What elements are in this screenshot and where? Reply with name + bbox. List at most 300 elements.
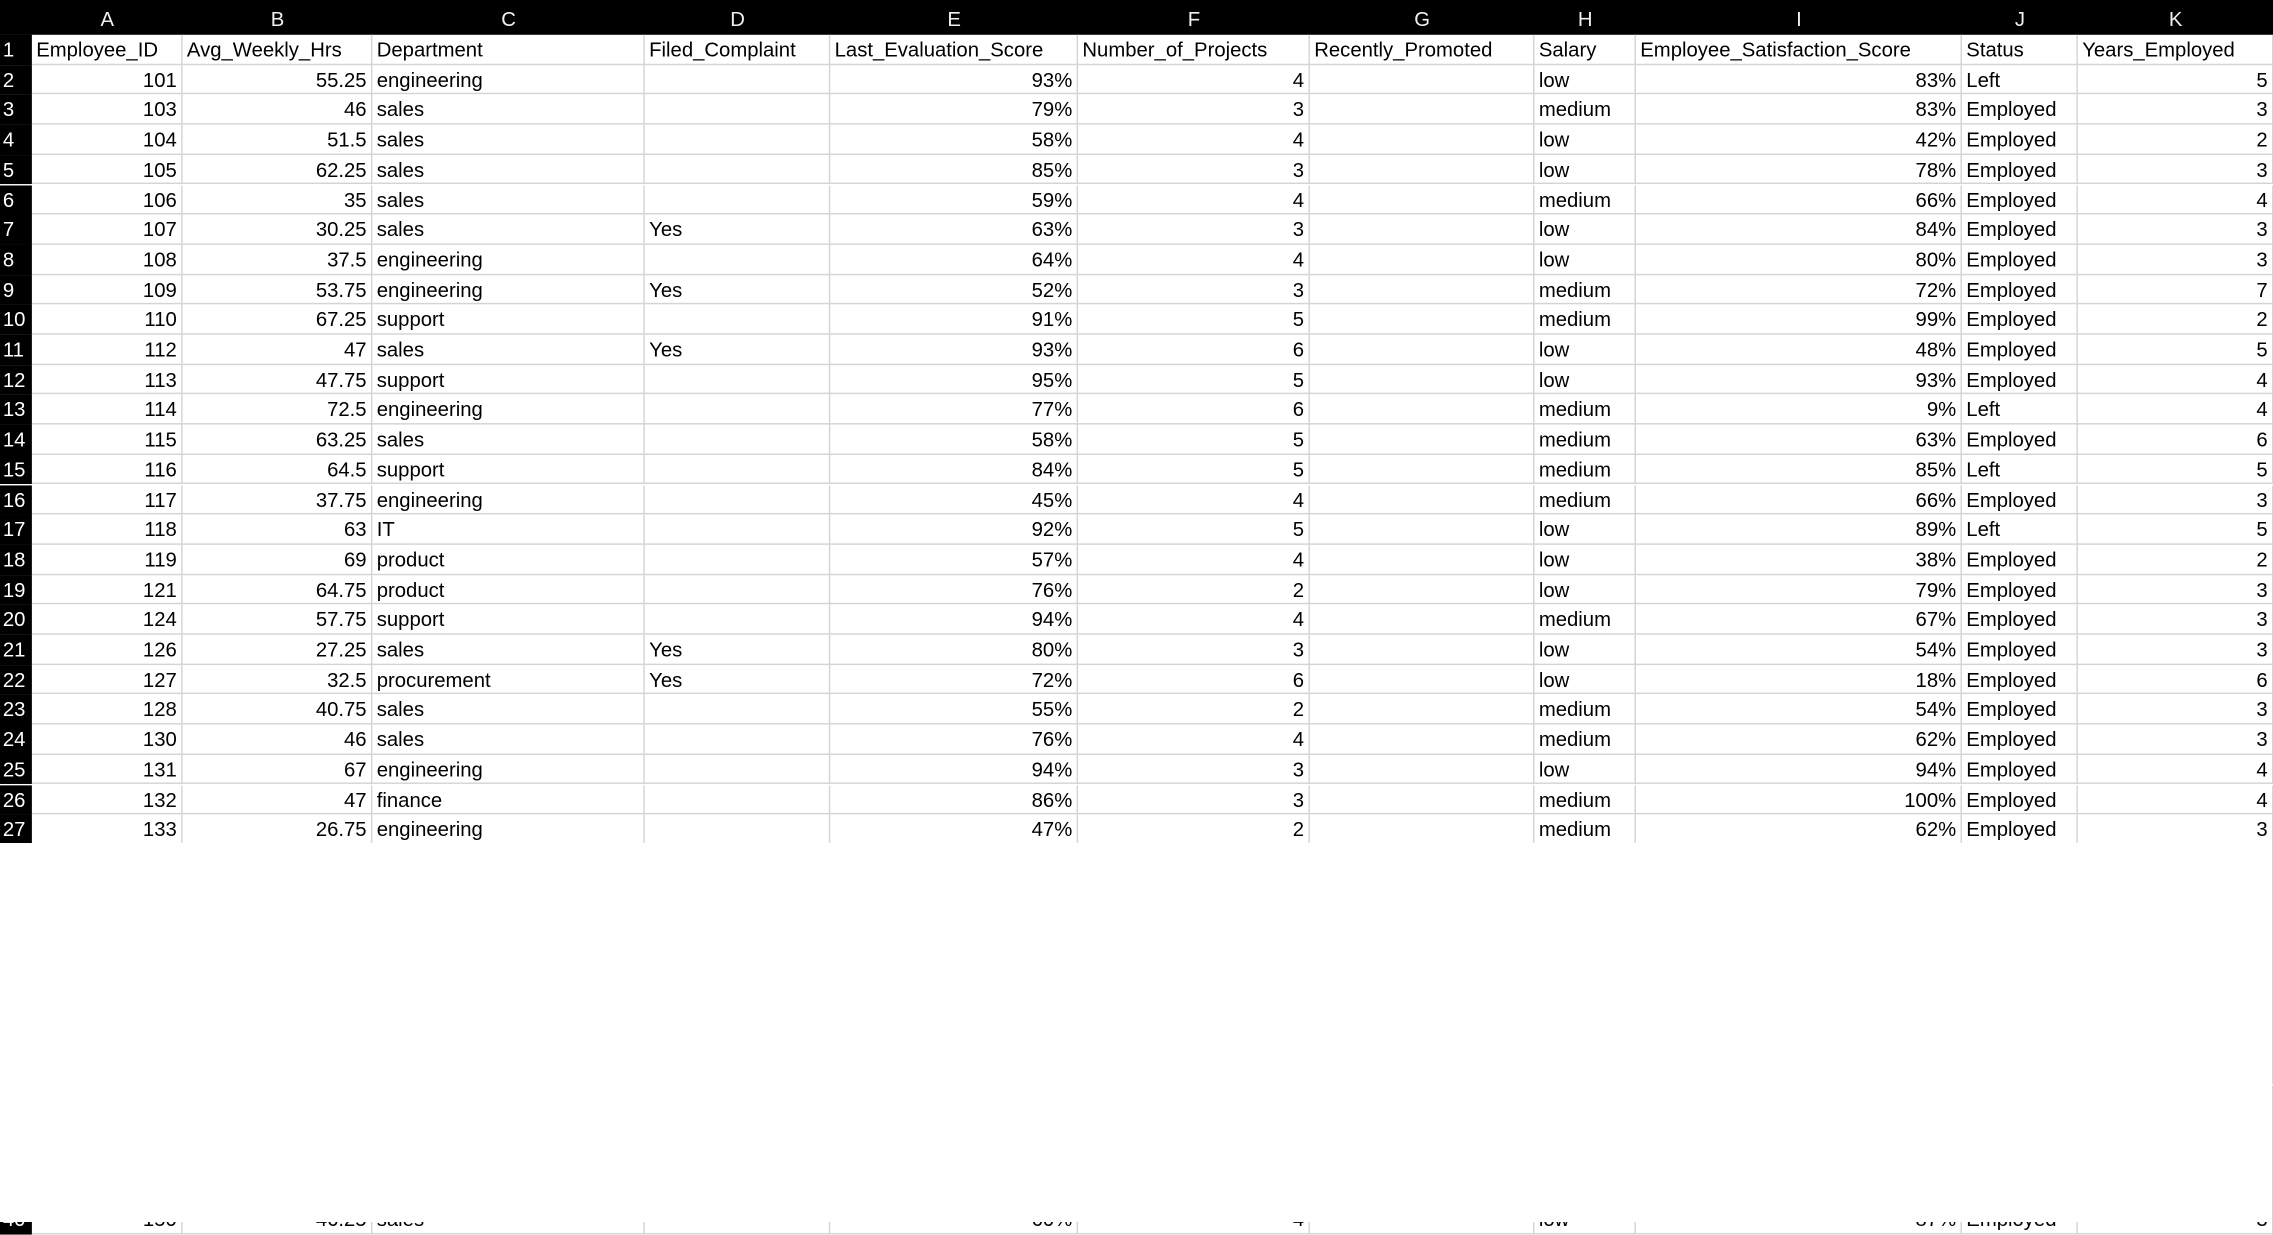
row-header[interactable]: 24 bbox=[0, 725, 32, 755]
cell-f15[interactable]: 5 bbox=[1078, 455, 1310, 485]
cell-i14[interactable]: 63% bbox=[1636, 425, 1962, 455]
cell-g3[interactable] bbox=[1310, 95, 1535, 125]
cell-b20[interactable]: 57.75 bbox=[183, 605, 373, 635]
row-header[interactable]: 6 bbox=[0, 185, 32, 215]
cell-d24[interactable] bbox=[645, 725, 830, 755]
cell-e19[interactable]: 76% bbox=[830, 575, 1078, 605]
cell-k7[interactable]: 3 bbox=[2078, 215, 2273, 245]
cell-b12[interactable]: 47.75 bbox=[183, 365, 373, 395]
cell-d10[interactable] bbox=[645, 305, 830, 335]
row-header[interactable]: 18 bbox=[0, 545, 32, 575]
cell-g9[interactable] bbox=[1310, 275, 1535, 305]
cell-g25[interactable] bbox=[1310, 755, 1535, 785]
cell-a24[interactable]: 130 bbox=[32, 725, 183, 755]
cell-k20[interactable]: 3 bbox=[2078, 605, 2273, 635]
cell-d19[interactable] bbox=[645, 575, 830, 605]
cell-b26[interactable]: 47 bbox=[183, 785, 373, 815]
column-header-b[interactable]: B bbox=[270, 7, 285, 31]
cell-d12[interactable] bbox=[645, 365, 830, 395]
cell-j26[interactable]: Employed bbox=[1962, 785, 2078, 815]
row-header[interactable]: 17 bbox=[0, 515, 32, 545]
cell-g5[interactable] bbox=[1310, 155, 1535, 185]
cell-j24[interactable]: Employed bbox=[1962, 725, 2078, 755]
cell-b1[interactable]: Avg_Weekly_Hrs bbox=[183, 35, 373, 65]
cell-e8[interactable]: 64% bbox=[830, 245, 1078, 275]
cell-j5[interactable]: Employed bbox=[1962, 155, 2078, 185]
cell-c3[interactable]: sales bbox=[372, 95, 644, 125]
cell-f11[interactable]: 6 bbox=[1078, 335, 1310, 365]
cell-f21[interactable]: 3 bbox=[1078, 635, 1310, 665]
cell-j9[interactable]: Employed bbox=[1962, 275, 2078, 305]
cell-i2[interactable]: 83% bbox=[1636, 65, 1962, 95]
column-header-d[interactable]: D bbox=[730, 7, 745, 31]
cell-e2[interactable]: 93% bbox=[830, 65, 1078, 95]
cell-h25[interactable]: low bbox=[1534, 755, 1635, 785]
cell-g24[interactable] bbox=[1310, 725, 1535, 755]
cell-b4[interactable]: 51.5 bbox=[183, 125, 373, 155]
row-header[interactable]: 5 bbox=[0, 155, 32, 185]
column-header-e[interactable]: E bbox=[947, 7, 961, 31]
cell-i11[interactable]: 48% bbox=[1636, 335, 1962, 365]
cell-a18[interactable]: 119 bbox=[32, 545, 183, 575]
row-header[interactable]: 7 bbox=[0, 215, 32, 245]
cell-g18[interactable] bbox=[1310, 545, 1535, 575]
cell-a22[interactable]: 127 bbox=[32, 665, 183, 695]
cell-h17[interactable]: low bbox=[1534, 515, 1635, 545]
cell-e26[interactable]: 86% bbox=[830, 785, 1078, 815]
cell-d6[interactable] bbox=[645, 185, 830, 215]
cell-g23[interactable] bbox=[1310, 695, 1535, 725]
cell-g1[interactable]: Recently_Promoted bbox=[1310, 35, 1535, 65]
cell-j15[interactable]: Left bbox=[1962, 455, 2078, 485]
cell-a26[interactable]: 132 bbox=[32, 785, 183, 815]
cell-b5[interactable]: 62.25 bbox=[183, 155, 373, 185]
cell-f17[interactable]: 5 bbox=[1078, 515, 1310, 545]
cell-h3[interactable]: medium bbox=[1534, 95, 1635, 125]
cell-d27[interactable] bbox=[645, 815, 830, 845]
cell-b18[interactable]: 69 bbox=[183, 545, 373, 575]
cell-h11[interactable]: low bbox=[1534, 335, 1635, 365]
cell-k1[interactable]: Years_Employed bbox=[2078, 35, 2273, 65]
cell-a4[interactable]: 104 bbox=[32, 125, 183, 155]
cell-h18[interactable]: low bbox=[1534, 545, 1635, 575]
cell-b15[interactable]: 64.5 bbox=[183, 455, 373, 485]
cell-e13[interactable]: 77% bbox=[830, 395, 1078, 425]
cell-d5[interactable] bbox=[645, 155, 830, 185]
cell-h8[interactable]: low bbox=[1534, 245, 1635, 275]
cell-f22[interactable]: 6 bbox=[1078, 665, 1310, 695]
cell-e14[interactable]: 58% bbox=[830, 425, 1078, 455]
cell-h20[interactable]: medium bbox=[1534, 605, 1635, 635]
column-header-k[interactable]: K bbox=[2168, 7, 2183, 31]
row-header[interactable]: 2 bbox=[0, 65, 32, 95]
cell-j13[interactable]: Left bbox=[1962, 395, 2078, 425]
cell-d9[interactable]: Yes bbox=[645, 275, 830, 305]
row-header[interactable]: 3 bbox=[0, 95, 32, 125]
cell-f27[interactable]: 2 bbox=[1078, 815, 1310, 845]
cell-c22[interactable]: procurement bbox=[372, 665, 644, 695]
cell-k11[interactable]: 5 bbox=[2078, 335, 2273, 365]
cell-f16[interactable]: 4 bbox=[1078, 485, 1310, 515]
cell-i18[interactable]: 38% bbox=[1636, 545, 1962, 575]
cell-e27[interactable]: 47% bbox=[830, 815, 1078, 845]
cell-c27[interactable]: engineering bbox=[372, 815, 644, 845]
cell-k10[interactable]: 2 bbox=[2078, 305, 2273, 335]
cell-k21[interactable]: 3 bbox=[2078, 635, 2273, 665]
cell-i24[interactable]: 62% bbox=[1636, 725, 1962, 755]
cell-b10[interactable]: 67.25 bbox=[183, 305, 373, 335]
cell-f13[interactable]: 6 bbox=[1078, 395, 1310, 425]
cell-a17[interactable]: 118 bbox=[32, 515, 183, 545]
cell-k4[interactable]: 2 bbox=[2078, 125, 2273, 155]
column-header-i[interactable]: I bbox=[1796, 7, 1802, 31]
cell-f2[interactable]: 4 bbox=[1078, 65, 1310, 95]
cell-h5[interactable]: low bbox=[1534, 155, 1635, 185]
cell-d25[interactable] bbox=[645, 755, 830, 785]
cell-d23[interactable] bbox=[645, 695, 830, 725]
cell-e6[interactable]: 59% bbox=[830, 185, 1078, 215]
cell-c20[interactable]: support bbox=[372, 605, 644, 635]
cell-i4[interactable]: 42% bbox=[1636, 125, 1962, 155]
cell-j20[interactable]: Employed bbox=[1962, 605, 2078, 635]
cell-e12[interactable]: 95% bbox=[830, 365, 1078, 395]
cell-a9[interactable]: 109 bbox=[32, 275, 183, 305]
row-header[interactable]: 4 bbox=[0, 125, 32, 155]
cell-k26[interactable]: 4 bbox=[2078, 785, 2273, 815]
cell-h27[interactable]: medium bbox=[1534, 815, 1635, 845]
cell-i23[interactable]: 54% bbox=[1636, 695, 1962, 725]
cell-h1[interactable]: Salary bbox=[1534, 35, 1635, 65]
cell-h6[interactable]: medium bbox=[1534, 185, 1635, 215]
cell-h24[interactable]: medium bbox=[1534, 725, 1635, 755]
cell-b6[interactable]: 35 bbox=[183, 185, 373, 215]
cell-j18[interactable]: Employed bbox=[1962, 545, 2078, 575]
cell-a6[interactable]: 106 bbox=[32, 185, 183, 215]
cell-g11[interactable] bbox=[1310, 335, 1535, 365]
cell-k16[interactable]: 3 bbox=[2078, 485, 2273, 515]
cell-a23[interactable]: 128 bbox=[32, 695, 183, 725]
column-header-c[interactable]: C bbox=[501, 7, 516, 31]
row-header[interactable]: 25 bbox=[0, 755, 32, 785]
cell-k14[interactable]: 6 bbox=[2078, 425, 2273, 455]
cell-e17[interactable]: 92% bbox=[830, 515, 1078, 545]
cell-d15[interactable] bbox=[645, 455, 830, 485]
cell-g7[interactable] bbox=[1310, 215, 1535, 245]
cell-g21[interactable] bbox=[1310, 635, 1535, 665]
cell-a11[interactable]: 112 bbox=[32, 335, 183, 365]
row-header[interactable]: 23 bbox=[0, 695, 32, 725]
cell-a15[interactable]: 116 bbox=[32, 455, 183, 485]
cell-c2[interactable]: engineering bbox=[372, 65, 644, 95]
cell-k18[interactable]: 2 bbox=[2078, 545, 2273, 575]
cell-i6[interactable]: 66% bbox=[1636, 185, 1962, 215]
cell-k15[interactable]: 5 bbox=[2078, 455, 2273, 485]
cell-d26[interactable] bbox=[645, 785, 830, 815]
column-header-j[interactable]: J bbox=[2014, 7, 2025, 31]
cell-a21[interactable]: 126 bbox=[32, 635, 183, 665]
cell-c6[interactable]: sales bbox=[372, 185, 644, 215]
cell-c25[interactable]: engineering bbox=[372, 755, 644, 785]
cell-d8[interactable] bbox=[645, 245, 830, 275]
cell-j27[interactable]: Employed bbox=[1962, 815, 2078, 845]
cell-j19[interactable]: Employed bbox=[1962, 575, 2078, 605]
cell-e3[interactable]: 79% bbox=[830, 95, 1078, 125]
cell-a8[interactable]: 108 bbox=[32, 245, 183, 275]
cell-f18[interactable]: 4 bbox=[1078, 545, 1310, 575]
cell-g22[interactable] bbox=[1310, 665, 1535, 695]
cell-h4[interactable]: low bbox=[1534, 125, 1635, 155]
cell-a3[interactable]: 103 bbox=[32, 95, 183, 125]
cell-h13[interactable]: medium bbox=[1534, 395, 1635, 425]
cell-c8[interactable]: engineering bbox=[372, 245, 644, 275]
row-header[interactable]: 26 bbox=[0, 785, 32, 815]
cell-a14[interactable]: 115 bbox=[32, 425, 183, 455]
cell-k6[interactable]: 4 bbox=[2078, 185, 2273, 215]
cell-g6[interactable] bbox=[1310, 185, 1535, 215]
cell-h7[interactable]: low bbox=[1534, 215, 1635, 245]
cell-d21[interactable]: Yes bbox=[645, 635, 830, 665]
row-header[interactable]: 1 bbox=[0, 35, 32, 65]
column-header-g[interactable]: G bbox=[1414, 7, 1431, 31]
cell-c23[interactable]: sales bbox=[372, 695, 644, 725]
cell-h23[interactable]: medium bbox=[1534, 695, 1635, 725]
cell-b16[interactable]: 37.75 bbox=[183, 485, 373, 515]
cell-h22[interactable]: low bbox=[1534, 665, 1635, 695]
cell-e1[interactable]: Last_Evaluation_Score bbox=[830, 35, 1078, 65]
cell-e7[interactable]: 63% bbox=[830, 215, 1078, 245]
cell-i22[interactable]: 18% bbox=[1636, 665, 1962, 695]
cell-i5[interactable]: 78% bbox=[1636, 155, 1962, 185]
cell-c1[interactable]: Department bbox=[372, 35, 644, 65]
cell-a5[interactable]: 105 bbox=[32, 155, 183, 185]
cell-i8[interactable]: 80% bbox=[1636, 245, 1962, 275]
cell-k17[interactable]: 5 bbox=[2078, 515, 2273, 545]
row-header[interactable]: 11 bbox=[0, 335, 32, 365]
cell-h14[interactable]: medium bbox=[1534, 425, 1635, 455]
cell-f19[interactable]: 2 bbox=[1078, 575, 1310, 605]
cell-k13[interactable]: 4 bbox=[2078, 395, 2273, 425]
cell-k22[interactable]: 6 bbox=[2078, 665, 2273, 695]
cell-g20[interactable] bbox=[1310, 605, 1535, 635]
cell-i17[interactable]: 89% bbox=[1636, 515, 1962, 545]
cell-i27[interactable]: 62% bbox=[1636, 815, 1962, 845]
cell-d4[interactable] bbox=[645, 125, 830, 155]
cell-c4[interactable]: sales bbox=[372, 125, 644, 155]
cell-b14[interactable]: 63.25 bbox=[183, 425, 373, 455]
cell-g10[interactable] bbox=[1310, 305, 1535, 335]
cell-h12[interactable]: low bbox=[1534, 365, 1635, 395]
cell-d13[interactable] bbox=[645, 395, 830, 425]
cell-a10[interactable]: 110 bbox=[32, 305, 183, 335]
cell-j25[interactable]: Employed bbox=[1962, 755, 2078, 785]
cell-d3[interactable] bbox=[645, 95, 830, 125]
cell-e25[interactable]: 94% bbox=[830, 755, 1078, 785]
column-header-a[interactable]: A bbox=[100, 7, 114, 31]
cell-c26[interactable]: finance bbox=[372, 785, 644, 815]
cell-f24[interactable]: 4 bbox=[1078, 725, 1310, 755]
cell-d18[interactable] bbox=[645, 545, 830, 575]
select-all-corner[interactable] bbox=[0, 0, 32, 35]
cell-i7[interactable]: 84% bbox=[1636, 215, 1962, 245]
row-header[interactable]: 15 bbox=[0, 455, 32, 485]
cell-k24[interactable]: 3 bbox=[2078, 725, 2273, 755]
cell-c5[interactable]: sales bbox=[372, 155, 644, 185]
cell-i25[interactable]: 94% bbox=[1636, 755, 1962, 785]
cell-d1[interactable]: Filed_Complaint bbox=[645, 35, 830, 65]
row-header[interactable]: 19 bbox=[0, 575, 32, 605]
cell-b3[interactable]: 46 bbox=[183, 95, 373, 125]
row-header[interactable]: 16 bbox=[0, 485, 32, 515]
cell-e24[interactable]: 76% bbox=[830, 725, 1078, 755]
cell-f12[interactable]: 5 bbox=[1078, 365, 1310, 395]
cell-e22[interactable]: 72% bbox=[830, 665, 1078, 695]
cell-e23[interactable]: 55% bbox=[830, 695, 1078, 725]
column-header-h[interactable]: H bbox=[1577, 7, 1593, 31]
cell-d17[interactable] bbox=[645, 515, 830, 545]
cell-h10[interactable]: medium bbox=[1534, 305, 1635, 335]
cell-f1[interactable]: Number_of_Projects bbox=[1078, 35, 1310, 65]
cell-g12[interactable] bbox=[1310, 365, 1535, 395]
row-header[interactable]: 21 bbox=[0, 635, 32, 665]
cell-a13[interactable]: 114 bbox=[32, 395, 183, 425]
row-header[interactable]: 8 bbox=[0, 245, 32, 275]
cell-f5[interactable]: 3 bbox=[1078, 155, 1310, 185]
cell-k5[interactable]: 3 bbox=[2078, 155, 2273, 185]
cell-c24[interactable]: sales bbox=[372, 725, 644, 755]
cell-j1[interactable]: Status bbox=[1962, 35, 2078, 65]
cell-i16[interactable]: 66% bbox=[1636, 485, 1962, 515]
cell-i13[interactable]: 9% bbox=[1636, 395, 1962, 425]
cell-b23[interactable]: 40.75 bbox=[183, 695, 373, 725]
cell-d14[interactable] bbox=[645, 425, 830, 455]
cell-g27[interactable] bbox=[1310, 815, 1535, 845]
row-header[interactable]: 20 bbox=[0, 605, 32, 635]
cell-c7[interactable]: sales bbox=[372, 215, 644, 245]
cell-c16[interactable]: engineering bbox=[372, 485, 644, 515]
cell-b7[interactable]: 30.25 bbox=[183, 215, 373, 245]
cell-f20[interactable]: 4 bbox=[1078, 605, 1310, 635]
column-header-f[interactable]: F bbox=[1187, 7, 1201, 31]
cell-b9[interactable]: 53.75 bbox=[183, 275, 373, 305]
row-header[interactable]: 13 bbox=[0, 395, 32, 425]
cell-d11[interactable]: Yes bbox=[645, 335, 830, 365]
cell-i9[interactable]: 72% bbox=[1636, 275, 1962, 305]
cell-f26[interactable]: 3 bbox=[1078, 785, 1310, 815]
cell-b8[interactable]: 37.5 bbox=[183, 245, 373, 275]
cell-f8[interactable]: 4 bbox=[1078, 245, 1310, 275]
cell-a16[interactable]: 117 bbox=[32, 485, 183, 515]
cell-c12[interactable]: support bbox=[372, 365, 644, 395]
cell-a12[interactable]: 113 bbox=[32, 365, 183, 395]
cell-i12[interactable]: 93% bbox=[1636, 365, 1962, 395]
cell-k25[interactable]: 4 bbox=[2078, 755, 2273, 785]
cell-h21[interactable]: low bbox=[1534, 635, 1635, 665]
row-header[interactable]: 12 bbox=[0, 365, 32, 395]
cell-f6[interactable]: 4 bbox=[1078, 185, 1310, 215]
cell-j10[interactable]: Employed bbox=[1962, 305, 2078, 335]
cell-c10[interactable]: support bbox=[372, 305, 644, 335]
cell-c11[interactable]: sales bbox=[372, 335, 644, 365]
cell-c19[interactable]: product bbox=[372, 575, 644, 605]
cell-g4[interactable] bbox=[1310, 125, 1535, 155]
cell-f25[interactable]: 3 bbox=[1078, 755, 1310, 785]
cell-k8[interactable]: 3 bbox=[2078, 245, 2273, 275]
cell-k12[interactable]: 4 bbox=[2078, 365, 2273, 395]
cell-e15[interactable]: 84% bbox=[830, 455, 1078, 485]
cell-f9[interactable]: 3 bbox=[1078, 275, 1310, 305]
cell-e9[interactable]: 52% bbox=[830, 275, 1078, 305]
cell-j14[interactable]: Employed bbox=[1962, 425, 2078, 455]
cell-h26[interactable]: medium bbox=[1534, 785, 1635, 815]
cell-h2[interactable]: low bbox=[1534, 65, 1635, 95]
cell-e18[interactable]: 57% bbox=[830, 545, 1078, 575]
cell-b25[interactable]: 67 bbox=[183, 755, 373, 785]
cell-j17[interactable]: Left bbox=[1962, 515, 2078, 545]
cell-i15[interactable]: 85% bbox=[1636, 455, 1962, 485]
cell-d16[interactable] bbox=[645, 485, 830, 515]
cell-e21[interactable]: 80% bbox=[830, 635, 1078, 665]
cell-d22[interactable]: Yes bbox=[645, 665, 830, 695]
cell-h16[interactable]: medium bbox=[1534, 485, 1635, 515]
row-header[interactable]: 14 bbox=[0, 425, 32, 455]
cell-i1[interactable]: Employee_Satisfaction_Score bbox=[1636, 35, 1962, 65]
cell-f4[interactable]: 4 bbox=[1078, 125, 1310, 155]
cell-j21[interactable]: Employed bbox=[1962, 635, 2078, 665]
cell-g15[interactable] bbox=[1310, 455, 1535, 485]
cell-g16[interactable] bbox=[1310, 485, 1535, 515]
cell-a7[interactable]: 107 bbox=[32, 215, 183, 245]
cell-e20[interactable]: 94% bbox=[830, 605, 1078, 635]
cell-a19[interactable]: 121 bbox=[32, 575, 183, 605]
cell-i21[interactable]: 54% bbox=[1636, 635, 1962, 665]
cell-g8[interactable] bbox=[1310, 245, 1535, 275]
cell-j3[interactable]: Employed bbox=[1962, 95, 2078, 125]
cell-a2[interactable]: 101 bbox=[32, 65, 183, 95]
cell-c13[interactable]: engineering bbox=[372, 395, 644, 425]
row-header[interactable]: 9 bbox=[0, 275, 32, 305]
cell-b11[interactable]: 47 bbox=[183, 335, 373, 365]
cell-e4[interactable]: 58% bbox=[830, 125, 1078, 155]
cell-b22[interactable]: 32.5 bbox=[183, 665, 373, 695]
row-header[interactable]: 27 bbox=[0, 815, 32, 845]
cell-i26[interactable]: 100% bbox=[1636, 785, 1962, 815]
cell-a27[interactable]: 133 bbox=[32, 815, 183, 845]
cell-i10[interactable]: 99% bbox=[1636, 305, 1962, 335]
cell-d20[interactable] bbox=[645, 605, 830, 635]
cell-g13[interactable] bbox=[1310, 395, 1535, 425]
cell-c14[interactable]: sales bbox=[372, 425, 644, 455]
cell-b27[interactable]: 26.75 bbox=[183, 815, 373, 845]
cell-b21[interactable]: 27.25 bbox=[183, 635, 373, 665]
cell-i3[interactable]: 83% bbox=[1636, 95, 1962, 125]
cell-j2[interactable]: Left bbox=[1962, 65, 2078, 95]
cell-f7[interactable]: 3 bbox=[1078, 215, 1310, 245]
cell-b24[interactable]: 46 bbox=[183, 725, 373, 755]
cell-g17[interactable] bbox=[1310, 515, 1535, 545]
cell-c17[interactable]: IT bbox=[372, 515, 644, 545]
cell-a20[interactable]: 124 bbox=[32, 605, 183, 635]
cell-j22[interactable]: Employed bbox=[1962, 665, 2078, 695]
cell-d2[interactable] bbox=[645, 65, 830, 95]
cell-b13[interactable]: 72.5 bbox=[183, 395, 373, 425]
cell-e11[interactable]: 93% bbox=[830, 335, 1078, 365]
cell-i20[interactable]: 67% bbox=[1636, 605, 1962, 635]
cell-a25[interactable]: 131 bbox=[32, 755, 183, 785]
cell-f23[interactable]: 2 bbox=[1078, 695, 1310, 725]
cell-b2[interactable]: 55.25 bbox=[183, 65, 373, 95]
cell-h15[interactable]: medium bbox=[1534, 455, 1635, 485]
cell-j6[interactable]: Employed bbox=[1962, 185, 2078, 215]
